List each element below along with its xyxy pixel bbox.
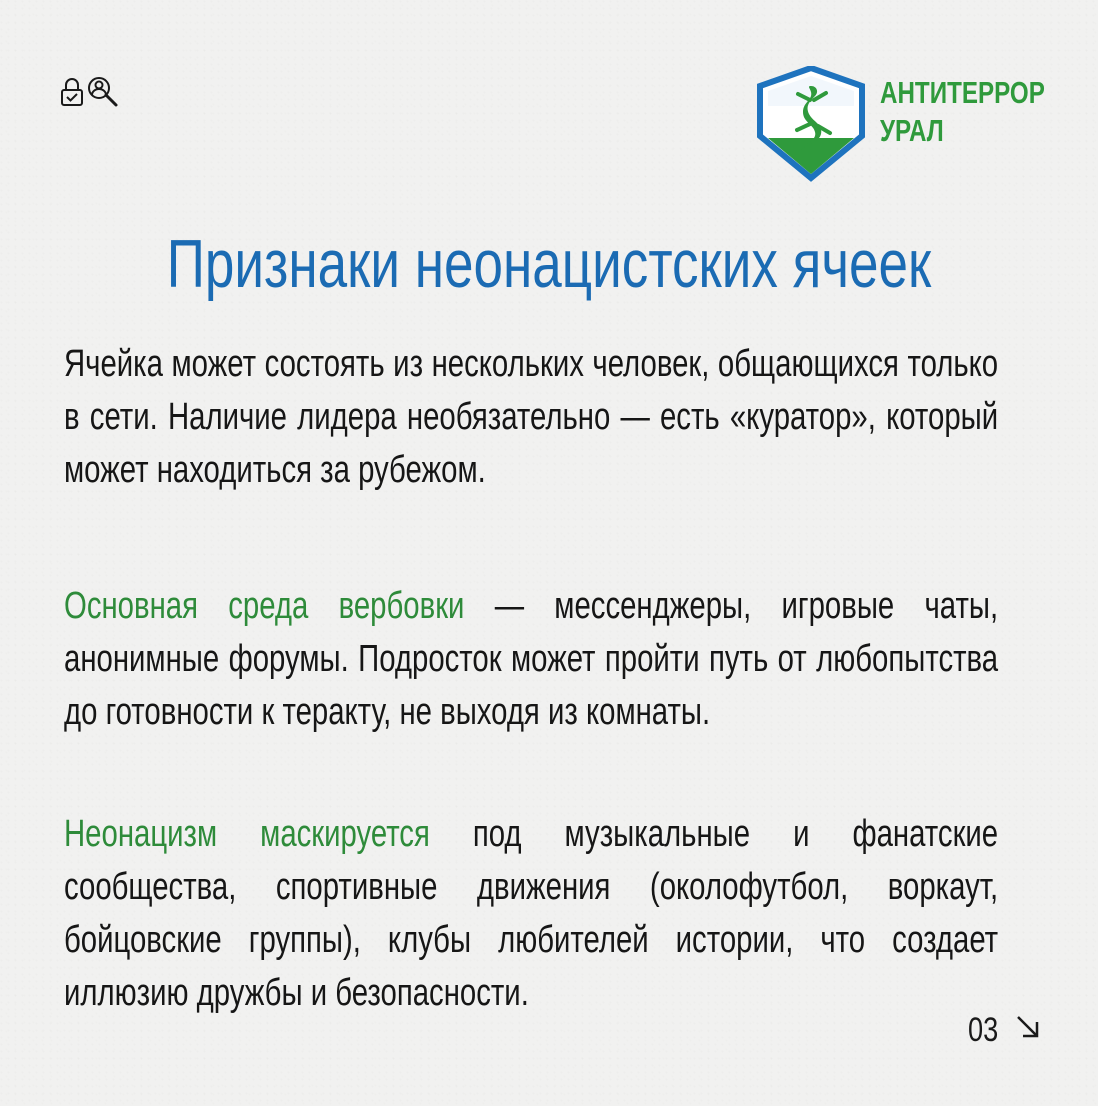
paragraph-disguise: [64, 808, 998, 1020]
header-icons: [60, 76, 120, 108]
antiterror-logo: [756, 66, 1091, 187]
page-title: Признаки неонацистских ячеек: [166, 226, 932, 302]
paragraph-recruitment: [64, 580, 998, 739]
paragraph-text: Ячейка может состоять из нескольких человек, общающихся только в сети. Наличие лидера необязательно — есть «куратор», который может находиться за рубежом.: [64, 343, 999, 491]
lock-check-icon: [60, 77, 84, 107]
page-number-text: 03: [968, 1011, 999, 1049]
logo-text: [880, 74, 1045, 150]
highlight-text: Неонацизм маскируется: [64, 813, 430, 855]
paragraph-cell-structure: [64, 338, 998, 497]
arrow-down-right-icon: [1014, 1010, 1042, 1050]
logo-line-2: УРАЛ: [880, 113, 944, 148]
paragraph-text: — мессенджеры, игровые чаты, анонимные форумы. Подросток может пройти путь от любопытства до готовности к теракту, не выходя из комнаты.: [64, 585, 999, 733]
page-number: [968, 1010, 1042, 1050]
paragraph-text: под музыкальные и фанатские сообщества, спортивные движения (околофутбол, воркаут, бойцовские группы), клубы любителей истории, что создает иллюзию дружбы и безопасности.: [64, 813, 999, 1014]
shield-lizard-icon: [756, 66, 866, 187]
highlight-text: Основная среда вербовки: [64, 585, 465, 627]
logo-line-1: АНТИТЕРРОР: [880, 75, 1045, 110]
user-search-icon: [86, 76, 120, 108]
